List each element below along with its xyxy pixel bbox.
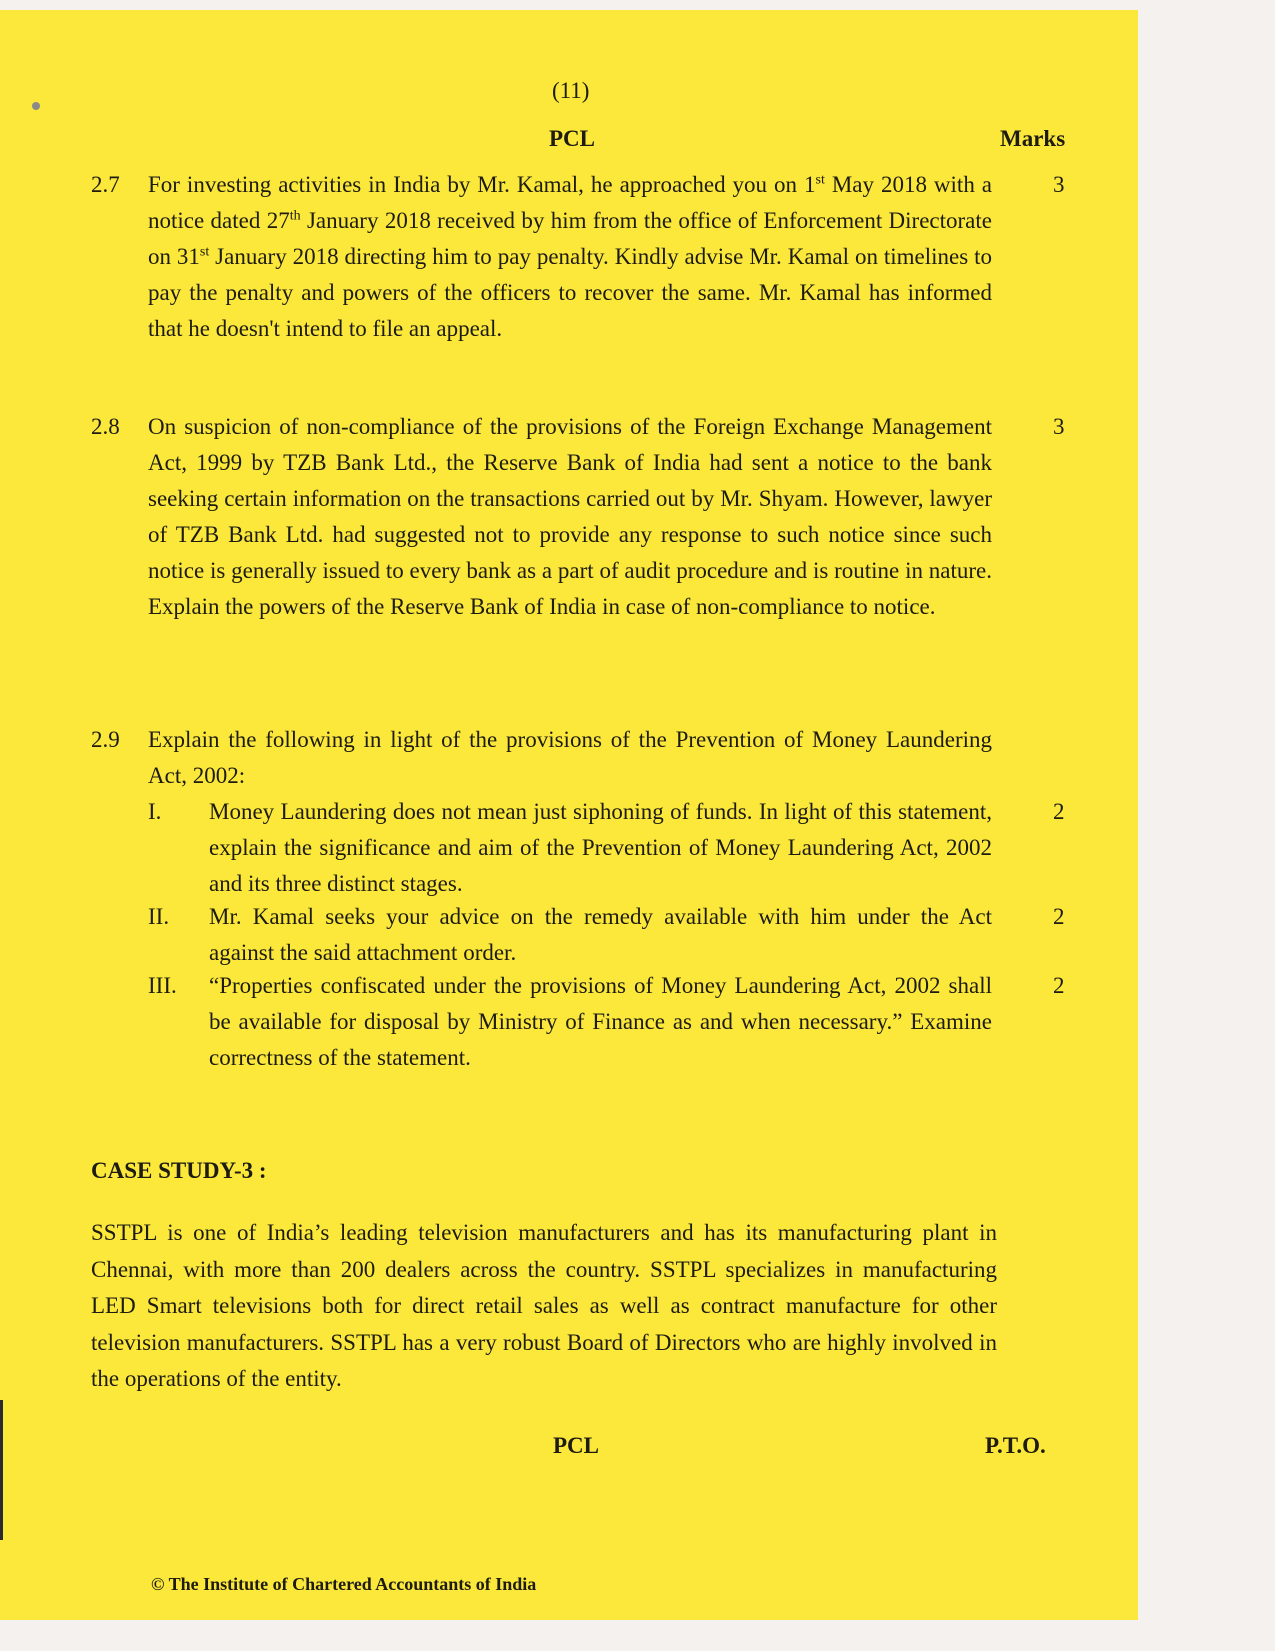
question-text: For investing activities in India by Mr. Kamal, he approached you on 1st May 2018 with a notice dated 27th January 2018 received by him from the office of Enforcement Directorate on 31st January 2018 directing him to pay penalty. Kindly advise Mr. Kamal on timelines to pay the penalty and powers of the officers to recover the same. Mr. Kamal has informed that he doesn't intend to file an appeal. bbox=[148, 172, 992, 341]
footer-paper-code: PCL bbox=[553, 1433, 599, 1458]
sub-question-text: Money Laundering does not mean just siphoning of funds. In light of this statement, explain the significance and aim of the Prevention of Money Laundering Act, 2002 and its three distinct stages. bbox=[209, 799, 992, 896]
header-marks-label: Marks bbox=[1000, 126, 1066, 151]
header-paper-code: PCL bbox=[549, 126, 595, 151]
sub-question-numeral: II. bbox=[148, 904, 170, 929]
sub-question-marks: 2 bbox=[1053, 973, 1065, 998]
case-study-text: SSTPL is one of India’s leading television manufacturers and has its manufacturing plant in Chennai, with more than 200 dealers across the country. SSTPL specializes in manufacturing LED Smart televisions both for direct retail sales as well as contract manufacture for other television manufacturers. SSTPL has a very robust Board of Directors who are highly involved in the operations of the entity. bbox=[91, 1220, 997, 1391]
question-number: 2.9 bbox=[91, 727, 120, 752]
footer-copyright: © The Institute of Chartered Accountants of India bbox=[151, 1574, 537, 1594]
question-marks: 3 bbox=[1053, 414, 1065, 439]
sub-question-marks: 2 bbox=[1053, 904, 1065, 929]
question-marks: 3 bbox=[1053, 172, 1065, 197]
footer-pto: P.T.O. bbox=[985, 1433, 1046, 1458]
question-text: On suspicion of non-compliance of the provisions of the Foreign Exchange Management Act, 1999 by TZB Bank Ltd., the Reserve Bank of India had sent a notice to the bank seeking certain information on the transactions carried out by Mr. Shyam. However, lawyer of TZB Bank Ltd. had suggested not to provide any response to such notice since such notice is generally issued to every bank as a part of audit procedure and is routine in nature. Explain the powers of the Reserve Bank of India in case of non-compliance to notice. bbox=[148, 414, 992, 619]
sub-question-numeral: I. bbox=[148, 799, 162, 824]
sub-question-numeral: III. bbox=[148, 973, 177, 998]
page-number: (11) bbox=[552, 78, 590, 103]
question-text: Explain the following in light of the provisions of the Prevention of Money Laundering Act, 2002: bbox=[148, 727, 992, 788]
sub-question-marks: 2 bbox=[1053, 799, 1065, 824]
case-study-title: CASE STUDY-3 : bbox=[91, 1158, 267, 1183]
page-edge-line bbox=[0, 1400, 3, 1540]
punch-mark bbox=[32, 102, 40, 110]
question-number: 2.7 bbox=[91, 172, 120, 197]
question-number: 2.8 bbox=[91, 414, 120, 439]
sub-question-text: “Properties confiscated under the provisions of Money Laundering Act, 2002 shall be available for disposal by Ministry of Finance as and when necessary.” Examine correctness of the statement. bbox=[209, 973, 992, 1070]
sub-question-text: Mr. Kamal seeks your advice on the remedy available with him under the Act against the said attachment order. bbox=[209, 904, 992, 965]
